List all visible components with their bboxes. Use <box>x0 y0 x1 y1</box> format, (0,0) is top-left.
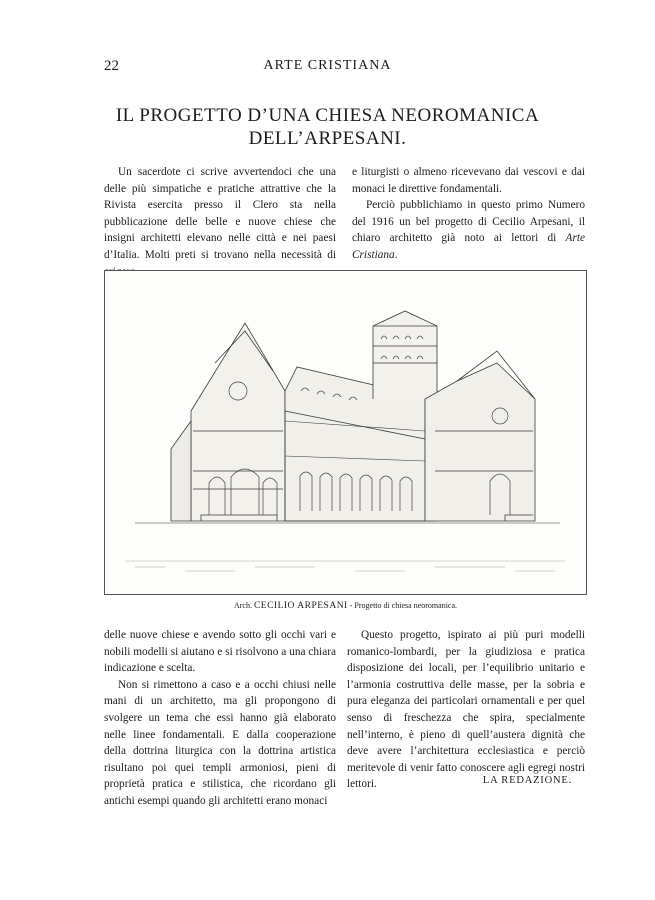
text-column-top-right <box>352 164 585 264</box>
signature: LA REDAZIONE. <box>482 775 572 786</box>
paragraph-end: . <box>394 248 398 261</box>
text-column-bottom-right <box>347 627 585 793</box>
caption-prefix: Arch. <box>233 601 252 610</box>
text-column-top-left <box>104 164 336 280</box>
title-line-2: DELL’ARPESANI. <box>248 128 407 149</box>
paragraph: delle nuove chiese e avendo sotto gli occhi vari e nobili modelli si aiutano e si risolvono a una chiara indicazione e scelta. <box>104 629 336 675</box>
church-drawing <box>105 271 588 596</box>
church-illustration <box>104 270 587 595</box>
article-title <box>90 104 565 150</box>
journal-name: Arte Cristiana <box>352 232 585 261</box>
title-line-1: IL PROGETTO D’UNA CHIESA NEOROMANICA <box>115 105 540 126</box>
text-column-bottom-left <box>104 627 336 810</box>
page-number: 22 <box>104 58 119 74</box>
paragraph <box>352 197 585 263</box>
caption-text: - Progetto di chiesa neoromanica. <box>347 601 458 610</box>
caption-architect: CECILIO ARPESANI <box>253 601 348 611</box>
figure-caption <box>104 601 587 611</box>
paragraph: Questo progetto, ispirato ai più puri modelli romanico-lombardi, per la giudiziosa e pratica disposizione dei locali, per l’equilibrio unitario e l’armonia costruttiva delle masse, per la sobria e pura eleganza dei particolari ornamentali e per quel senso di freschezza che spira, specialmente nell’interno, è pieno di quell’austera dignità che deve avere l’architettura ecclesiastica e perciò meritevole di venir fatto conoscere agli egregi nostri lettori. <box>347 629 585 791</box>
paragraph: Non si rimettono a caso e a occhi chiusi nelle mani di un architetto, ma gli propongono di svolgere un tema che essi hanno già elaborato nelle linee fondamentali. E dalla cooperazione della dottrina liturgica con la dottrina artistica risultano poi quei templi armoniosi, pieni di proprietà pratica e stilistica, che ricordano gli antichi esempi quando gli architetti erano monaci <box>104 678 336 807</box>
paragraph: Un sacerdote ci scrive avvertendoci che una delle più simpatiche e pratiche attrattive che la Rivista esercita presso il Clero sta nella pubblicazione delle belle e nuove chiese che insigni architetti elevano nelle città e nei paesi d’Italia. Molti preti si trovano nella necessità di <box>104 166 336 261</box>
running-title: ARTE CRISTIANA <box>263 58 392 73</box>
paragraph: e liturgisti o almeno ricevevano dai vescovi e dai monaci le direttive fondamentali. <box>352 166 585 195</box>
paragraph-text: Perciò pubblichiamo in questo primo Numero del 1916 un bel progetto di Cecilio Arpesani, il chiaro architetto già noto ai lettori di <box>352 199 585 245</box>
